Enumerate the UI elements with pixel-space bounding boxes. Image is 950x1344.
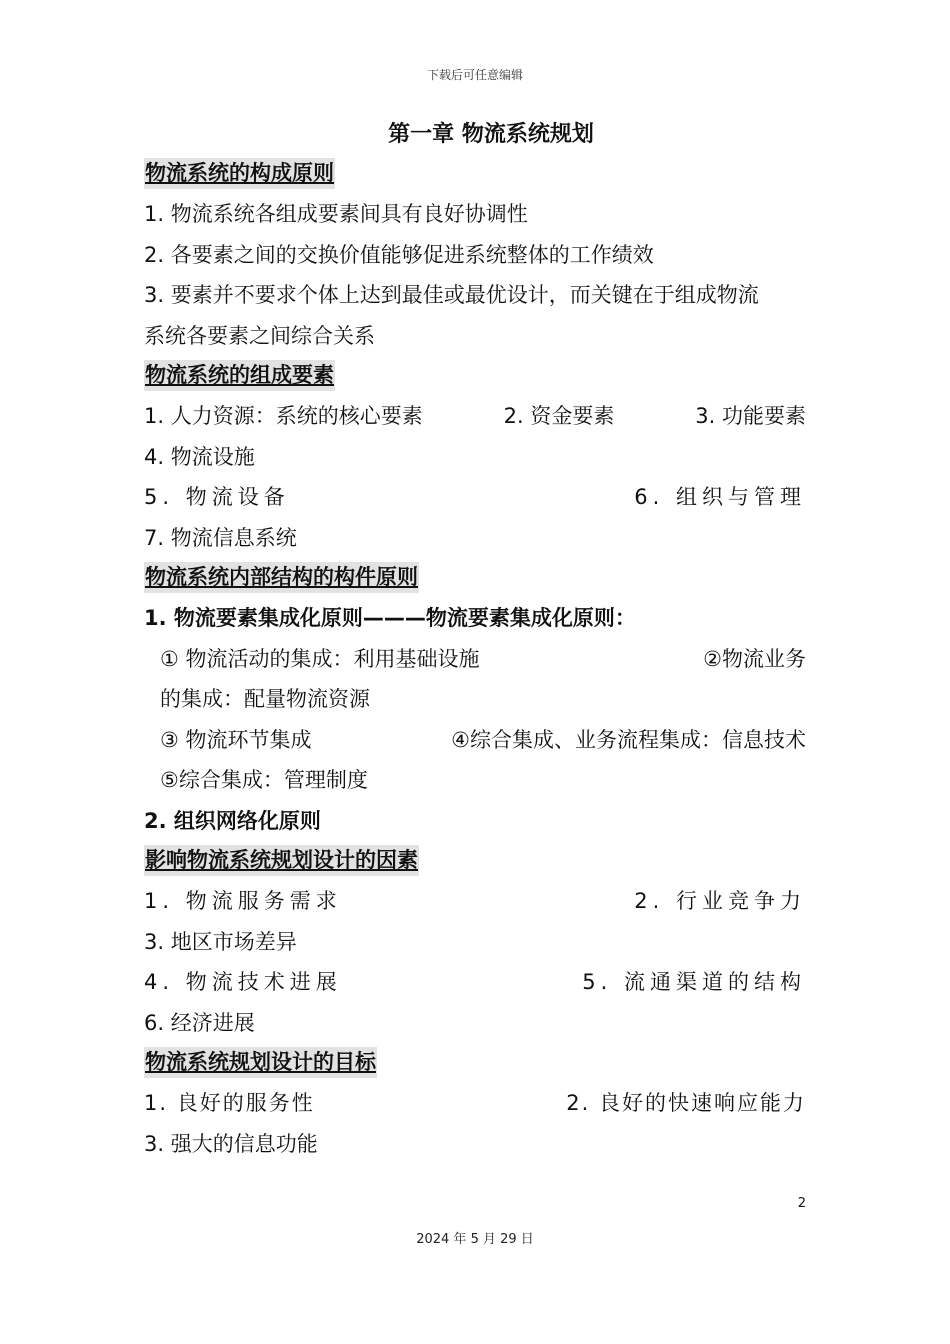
- list-item: ③ 物流环节集成: [160, 727, 312, 752]
- section-heading-factors: 影响物流系统规划设计的因素: [144, 845, 419, 876]
- section-heading-goals: 物流系统规划设计的目标: [144, 1047, 377, 1078]
- list-item: 5. 流通渠道的结构: [582, 970, 806, 994]
- list-row: [144, 396, 806, 437]
- list-item: 3. 地区市场差异: [144, 929, 297, 954]
- list-item: 3. 功能要素: [695, 404, 806, 428]
- list-item: 2. 资金要素: [503, 404, 615, 428]
- list-item: ④综合集成、业务流程集成：信息技术: [451, 727, 806, 752]
- principle-item: 2. 组织网络化原则: [144, 808, 321, 833]
- list-item: 6. 组织与管理: [634, 485, 806, 509]
- chapter-title: 第一章 物流系统规划: [388, 122, 594, 147]
- list-item: 1. 人力资源：系统的核心要素: [144, 404, 423, 428]
- list-item: 3. 要素并不要求个体上达到最佳或最优设计，而关键在于组成物流: [144, 283, 759, 307]
- list-row: [144, 1083, 806, 1124]
- section-heading-elements: 物流系统的组成要素: [144, 360, 335, 391]
- list-item-continued: 系统各要素之间综合关系: [144, 323, 375, 348]
- list-item: 2. 良好的快速响应能力: [566, 1091, 806, 1115]
- list-row: [144, 881, 806, 922]
- list-item: 4. 物流设施: [144, 444, 255, 469]
- list-item: 4. 物流技术进展: [144, 970, 342, 994]
- list-item: 1. 物流服务需求: [144, 889, 342, 913]
- section-heading-structure: 物流系统内部结构的构件原则: [144, 562, 419, 593]
- list-row: [144, 962, 806, 1003]
- list-item: ②物流业务: [703, 646, 806, 671]
- list-item: 3. 强大的信息功能: [144, 1131, 318, 1156]
- list-item: 1. 物流系统各组成要素间具有良好协调性: [144, 202, 528, 226]
- list-item: 5. 物流设备: [144, 485, 290, 509]
- list-item: 1. 良好的服务性: [144, 1091, 315, 1115]
- list-item: 6. 经济进展: [144, 1010, 255, 1035]
- list-item: 2. 各要素之间的交换价值能够促进系统整体的工作绩效: [144, 242, 654, 267]
- page-footer-date: 2024 年 5 月 29 日: [416, 1232, 534, 1247]
- list-item: 7. 物流信息系统: [144, 525, 297, 550]
- document-body: [144, 116, 806, 1164]
- list-row: [144, 720, 806, 761]
- list-item-continued: 的集成：配量物流资源: [160, 687, 370, 711]
- list-item: 2. 行业竞争力: [634, 889, 806, 913]
- list-row: [144, 639, 806, 680]
- section-heading-principles: 物流系统的构成原则: [144, 158, 335, 189]
- page-number: 2: [797, 1196, 806, 1211]
- principle-item: 1. 物流要素集成化原则———物流要素集成化原则：: [144, 606, 636, 630]
- list-row: [144, 477, 806, 518]
- list-item: ① 物流活动的集成：利用基础设施: [160, 646, 480, 671]
- page-header: 下载后可任意编辑: [426, 68, 523, 82]
- list-item: ⑤综合集成：管理制度: [160, 768, 368, 792]
